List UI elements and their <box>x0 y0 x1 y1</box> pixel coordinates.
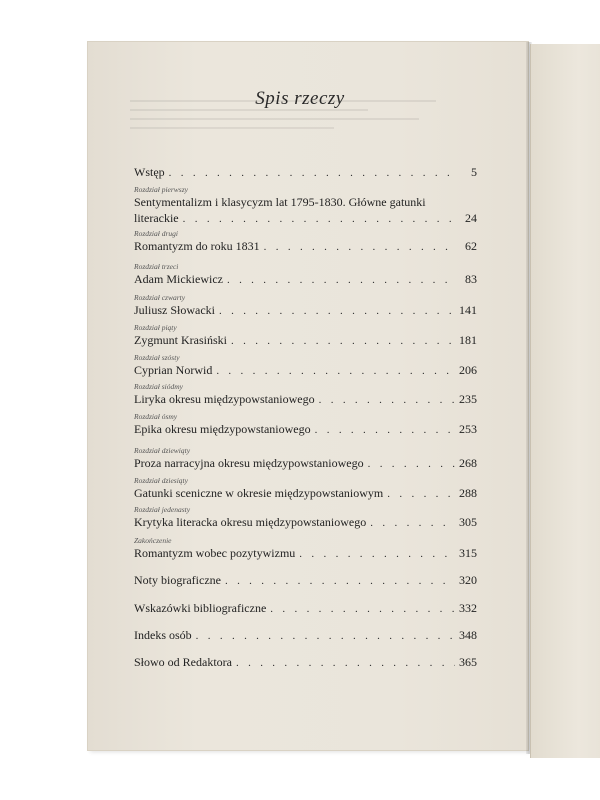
toc-entry-title: Wstęp <box>134 165 165 179</box>
toc-entry-page: 206 <box>459 363 477 377</box>
toc-entry-page: 141 <box>459 303 477 317</box>
toc-leader-dots <box>225 573 455 589</box>
toc-chapter-label: Rozdział siódmy <box>134 382 183 391</box>
toc-entry-chapter-2 <box>134 229 477 255</box>
toc-entry-title: Noty biograficzne <box>134 573 221 587</box>
toc-entry-title: Gatunki sceniczne w okresie międzypowstaniowym <box>134 486 384 500</box>
toc-entry-chapter-7 <box>134 382 477 408</box>
toc-entry-page: 62 <box>465 239 477 253</box>
toc-entry-title: literackie <box>134 211 179 225</box>
toc-leader-dots <box>319 392 455 408</box>
toc-leader-dots <box>219 303 455 319</box>
toc-chapter-label: Zakończenie <box>134 536 172 545</box>
toc-chapter-label: Rozdział trzeci <box>134 262 179 271</box>
toc-entry-biographies <box>134 572 477 589</box>
toc-chapter-label: Rozdział ósmy <box>134 412 178 421</box>
toc-entry-title: Cyprian Norwid <box>134 363 213 377</box>
toc-entry-title: Słowo od Redaktora <box>134 655 232 669</box>
toc-leader-dots <box>270 601 455 617</box>
toc-entry-bibliography <box>134 600 477 617</box>
toc-entry-title-line1: Sentymentalizm i klasycyzm lat 1795-1830. Główne gatunki <box>134 195 426 209</box>
toc-entry-chapter-9 <box>134 446 477 472</box>
toc-entry-chapter-5 <box>134 323 477 349</box>
toc-chapter-label: Rozdział czwarty <box>134 293 186 302</box>
toc-entry-chapter-6 <box>134 353 477 379</box>
toc-chapter-label: Rozdział drugi <box>134 229 178 238</box>
toc-entry-page: 83 <box>465 272 477 286</box>
toc-entry-title: Romantyzm wobec pozytywizmu <box>134 546 296 560</box>
toc-entry-conclusion <box>134 536 477 562</box>
toc-chapter-label: Rozdział jedenasty <box>134 505 191 514</box>
toc-leader-dots <box>299 546 455 562</box>
toc-entry-title: Indeks osób <box>134 628 192 642</box>
toc-entry-chapter-4 <box>134 293 477 319</box>
toc-leader-dots <box>315 422 455 438</box>
toc-leader-dots <box>216 363 455 379</box>
toc-entry-title: Adam Mickiewicz <box>134 272 223 286</box>
toc-leader-dots <box>231 333 455 349</box>
toc-chapter-label: Rozdział dziewiąty <box>134 446 191 455</box>
toc-entry-title: Krytyka literacka okresu międzypowstaniowego <box>134 515 367 529</box>
toc-chapter-label: Rozdział piąty <box>134 323 177 332</box>
toc-entry-page: 305 <box>459 515 477 529</box>
toc-entry-page: 320 <box>459 573 477 587</box>
toc-entry-page: 181 <box>459 333 477 347</box>
toc-entry-page: 315 <box>459 546 477 560</box>
toc-entry-chapter-8 <box>134 412 477 438</box>
toc-entry-page: 288 <box>459 486 477 500</box>
toc-entry-page: 253 <box>459 422 477 436</box>
toc-entry-title: Liryka okresu międzypowstaniowego <box>134 392 315 406</box>
toc-leader-dots <box>368 456 455 472</box>
toc-entry-index <box>134 627 477 644</box>
book-page-right <box>530 44 600 758</box>
toc-chapter-label: Rozdział szósty <box>134 353 180 362</box>
toc-entry-title: Proza narracyjna okresu międzypowstaniowego <box>134 456 364 470</box>
toc-entry-chapter-10 <box>134 476 477 502</box>
toc-entry-chapter-11 <box>134 505 477 531</box>
bleed-through-text <box>130 100 470 170</box>
toc-leader-dots <box>236 655 455 671</box>
toc-leader-dots <box>387 486 455 502</box>
toc-entry-title: Epika okresu międzypowstaniowego <box>134 422 311 436</box>
toc-entry-page: 365 <box>459 655 477 669</box>
toc-entry-chapter-1 <box>134 185 477 227</box>
toc-entry-title: Juliusz Słowacki <box>134 303 215 317</box>
toc-leader-dots <box>196 628 455 644</box>
toc-entry-page: 235 <box>459 392 477 406</box>
toc-leader-dots <box>264 239 455 255</box>
toc-leader-dots <box>183 211 455 227</box>
toc-leader-dots <box>227 272 455 288</box>
toc-leader-dots <box>169 165 455 181</box>
toc-entry-wstep <box>134 164 477 181</box>
toc-entry-editor-note <box>134 654 477 671</box>
toc-chapter-label: Rozdział pierwszy <box>134 185 188 194</box>
toc-entry-title: Zygmunt Krasiński <box>134 333 227 347</box>
toc-entry-page: 348 <box>459 628 477 642</box>
page-title: Spis rzeczy <box>255 88 345 109</box>
toc-entry-chapter-3 <box>134 262 477 288</box>
toc-entry-page: 24 <box>465 211 477 225</box>
toc-entry-title: Romantyzm do roku 1831 <box>134 239 260 253</box>
toc-entry-page: 332 <box>459 601 477 615</box>
toc-entry-page: 268 <box>459 456 477 470</box>
toc-entry-title: Wskazówki bibliograficzne <box>134 601 267 615</box>
toc-leader-dots <box>370 515 455 531</box>
toc-chapter-label: Rozdział dziesiąty <box>134 476 188 485</box>
toc-entry-page: 5 <box>471 165 477 179</box>
